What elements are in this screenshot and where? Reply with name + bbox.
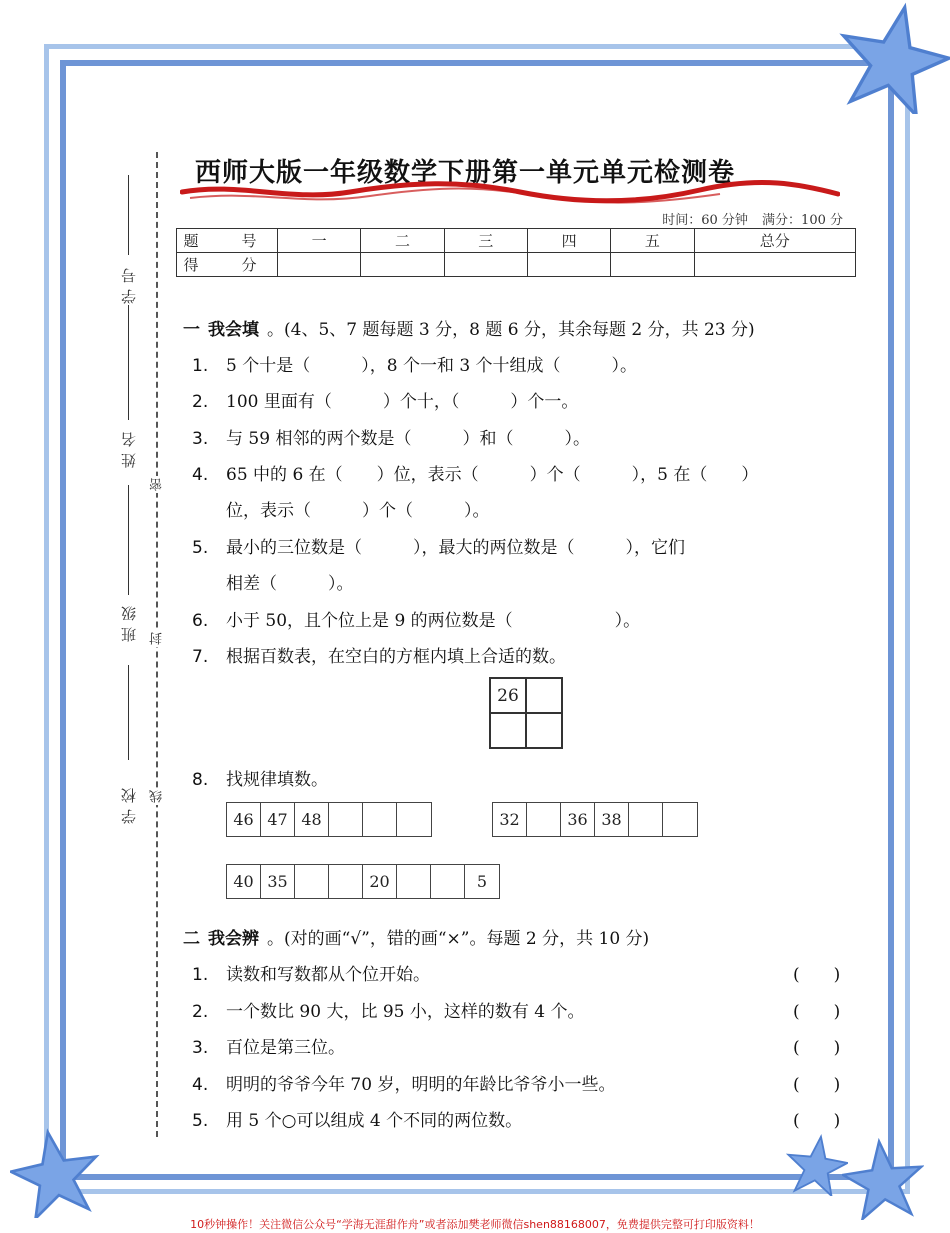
section-2-number: 二 xyxy=(183,929,200,949)
seal-mark-mi: 密 xyxy=(150,478,165,491)
class-rule xyxy=(128,485,129,595)
question-3 xyxy=(192,424,590,449)
section-1-note: 。(4、5、7 题每题 3 分，8 题 6 分，其余每题 2 分，共 23 分) xyxy=(267,320,755,340)
sequence-cell: 35 xyxy=(261,865,295,898)
exam-full-score: 满分：100 分 xyxy=(762,213,843,228)
seal-mark-xian: 线 xyxy=(150,790,165,803)
judge-question-2 xyxy=(192,997,585,1022)
score-header-5: 五 xyxy=(611,229,694,253)
sequence-cell: 40 xyxy=(227,865,261,898)
student-no-label: 学号 xyxy=(120,262,138,304)
score-table-header-row xyxy=(177,229,856,253)
question-text: 根据百数表，在空白的方框内填上合适的数。 xyxy=(226,647,566,667)
section-1-title: 我会填 xyxy=(208,320,259,340)
name-label: 姓名 xyxy=(120,426,138,468)
score-cell[interactable] xyxy=(278,253,361,277)
answer-parentheses[interactable]: ( ) xyxy=(793,1002,841,1022)
seal-mark-feng: 封 xyxy=(150,632,165,645)
score-cell[interactable] xyxy=(361,253,444,277)
question-number: 6. xyxy=(192,611,209,631)
score-header-total: 总分 xyxy=(694,229,855,253)
question-2 xyxy=(192,387,578,412)
score-table xyxy=(176,228,856,277)
promo-footer: 10秒钟操作！关注微信公众号“学海无涯甜作舟”或者添加樊老师微信shen88168007，免费提供完整可打印版资料！ xyxy=(190,1218,760,1231)
question-5-continued: 相差（ ）。 xyxy=(226,574,354,594)
question-number: 5. xyxy=(192,1111,209,1131)
question-number: 2. xyxy=(192,392,209,412)
question-4 xyxy=(192,460,758,485)
school-rule xyxy=(128,665,129,760)
score-cell[interactable] xyxy=(444,253,527,277)
judge-question-1 xyxy=(192,960,430,985)
class-label: 班级 xyxy=(120,600,138,642)
star-icon-bottom-right-small xyxy=(786,1134,848,1196)
page-title: 西师大版一年级数学下册第一单元单元检测卷 xyxy=(195,158,736,188)
question-text: 最小的三位数是（ ），最大的两位数是（ ），它们 xyxy=(226,538,685,558)
score-header-4: 四 xyxy=(527,229,610,253)
question-number: 4. xyxy=(192,1075,209,1095)
section-1-number: 一 xyxy=(183,320,200,340)
sequence-cell-blank[interactable] xyxy=(329,803,363,836)
question-number: 1. xyxy=(192,356,209,376)
sequence-cell: 38 xyxy=(595,803,629,836)
judge-question-5 xyxy=(192,1106,522,1131)
star-icon-top-right xyxy=(838,2,950,114)
judge-question-4 xyxy=(192,1070,615,1095)
question-4-continued: 位，表示（ ）个（ ）。 xyxy=(226,501,490,521)
question-text: 5 个十是（ ），8 个一和 3 个十组成（ ）。 xyxy=(226,356,638,376)
sequence-cell-blank[interactable] xyxy=(329,865,363,898)
question-text: 明明的爷爷今年 70 岁，明明的年龄比爷爷小一些。 xyxy=(226,1075,616,1095)
title-underline-wave xyxy=(180,178,840,206)
name-rule xyxy=(128,305,129,420)
question-text: 一个数比 90 大，比 95 小，这样的数有 4 个。 xyxy=(226,1002,585,1022)
sequence-cell-blank[interactable] xyxy=(363,803,397,836)
student-no-rule xyxy=(128,175,129,255)
answer-parentheses[interactable]: ( ) xyxy=(793,1038,841,1058)
answer-parentheses[interactable]: ( ) xyxy=(793,965,841,985)
sequence-cell-blank[interactable] xyxy=(295,865,329,898)
grid-cell: 26 xyxy=(490,678,526,713)
sequence-cell: 46 xyxy=(227,803,261,836)
sequence-row-3 xyxy=(226,864,500,899)
question-number: 3. xyxy=(192,429,209,449)
question-number: 8. xyxy=(192,770,209,790)
sequence-cell: 48 xyxy=(295,803,329,836)
sequence-cell: 20 xyxy=(363,865,397,898)
score-header-3: 三 xyxy=(444,229,527,253)
score-row-label: 得 分 xyxy=(177,253,278,277)
question-number: 7. xyxy=(192,647,209,667)
hundred-chart-grid xyxy=(489,677,563,749)
answer-parentheses[interactable]: ( ) xyxy=(793,1075,841,1095)
sequence-cell: 47 xyxy=(261,803,295,836)
star-icon-bottom-left xyxy=(10,1128,100,1218)
section-2-note: 。(对的画“√”，错的画“×”。每题 2 分，共 10 分) xyxy=(267,929,650,949)
sequence-cell-blank[interactable] xyxy=(397,803,431,836)
question-text: 用 5 个○可以组成 4 个不同的两位数。 xyxy=(226,1111,523,1131)
question-6 xyxy=(192,606,640,631)
answer-parentheses[interactable]: ( ) xyxy=(793,1111,841,1131)
question-text: 与 59 相邻的两个数是（ ）和（ ）。 xyxy=(226,429,590,449)
sequence-cell-blank[interactable] xyxy=(527,803,561,836)
sequence-cell-blank[interactable] xyxy=(397,865,431,898)
section-1-heading xyxy=(183,315,755,340)
score-cell[interactable] xyxy=(611,253,694,277)
question-number: 2. xyxy=(192,1002,209,1022)
grid-cell-blank[interactable] xyxy=(490,713,526,748)
question-text: 找规律填数。 xyxy=(226,770,328,790)
question-number: 3. xyxy=(192,1038,209,1058)
sequence-row-2 xyxy=(492,802,698,837)
question-text: 65 中的 6 在（ ）位，表示（ ）个（ ），5 在（ ） xyxy=(226,465,759,485)
sequence-cell: 5 xyxy=(476,872,488,891)
sequence-cell-blank[interactable] xyxy=(629,803,663,836)
question-5 xyxy=(192,533,685,558)
star-icon-bottom-right xyxy=(842,1138,924,1220)
grid-cell-blank[interactable] xyxy=(526,713,562,748)
sequence-cell-blank[interactable] xyxy=(431,865,465,898)
score-cell[interactable] xyxy=(527,253,610,277)
question-7 xyxy=(192,642,566,667)
section-2-heading xyxy=(183,924,649,949)
question-8 xyxy=(192,765,328,790)
question-text: 百位是第三位。 xyxy=(226,1038,345,1058)
sequence-cell: 32 xyxy=(493,803,527,836)
section-2-title: 我会辨 xyxy=(208,929,259,949)
question-number: 4. xyxy=(192,465,209,485)
school-label: 学校 xyxy=(120,782,138,824)
exam-time: 时间：60 分钟 xyxy=(662,213,748,228)
score-table-score-row xyxy=(177,253,856,277)
question-text: 读数和写数都从个位开始。 xyxy=(226,965,430,985)
grid-cell-blank[interactable] xyxy=(526,678,562,713)
question-number: 1. xyxy=(192,965,209,985)
score-cell[interactable] xyxy=(694,253,855,277)
exam-meta xyxy=(662,209,843,228)
question-text: 小于 50，且个位上是 9 的两位数是（ ）。 xyxy=(226,611,641,631)
sequence-row-1 xyxy=(226,802,432,837)
sequence-cell: 36 xyxy=(561,803,595,836)
sequence-cell-blank[interactable] xyxy=(663,803,697,836)
judge-question-3 xyxy=(192,1033,345,1058)
question-number: 5. xyxy=(192,538,209,558)
score-header-2: 二 xyxy=(361,229,444,253)
score-header-1: 一 xyxy=(278,229,361,253)
question-text: 100 里面有（ ）个十，（ ）个一。 xyxy=(226,392,579,412)
question-1 xyxy=(192,351,637,376)
score-header-label: 题 号 xyxy=(177,229,278,253)
